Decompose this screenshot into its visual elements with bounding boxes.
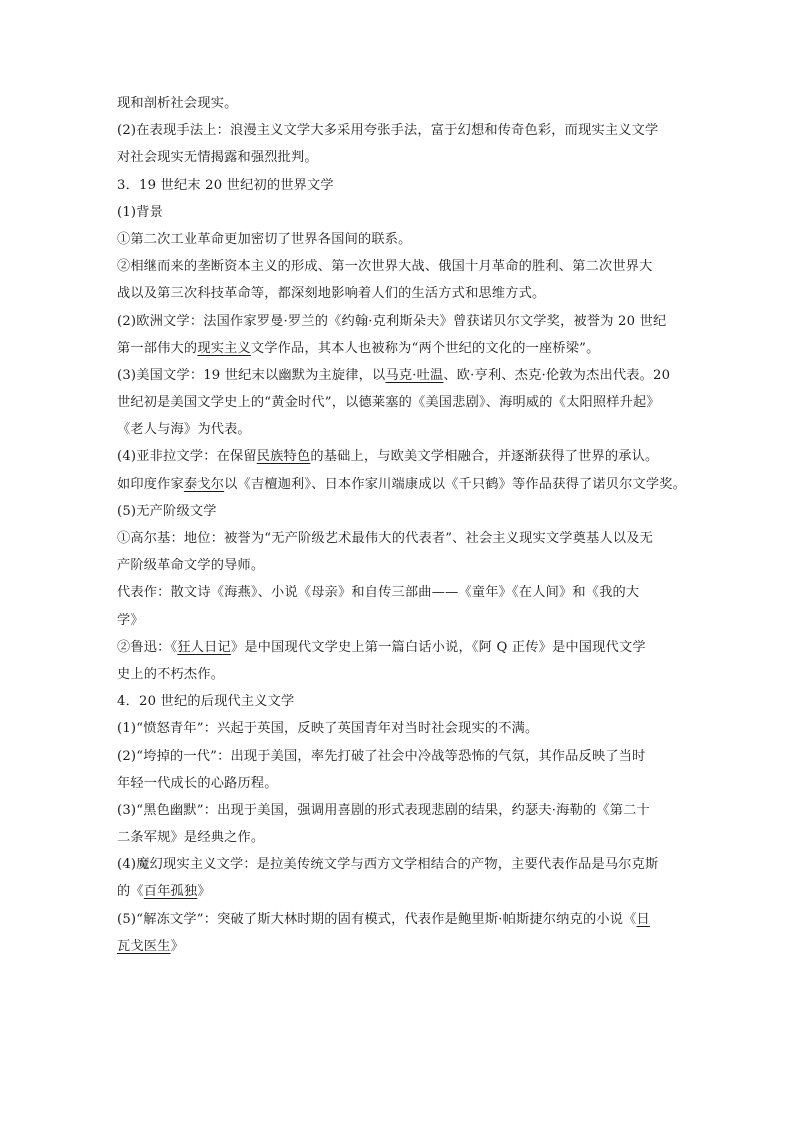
text-line (117, 661, 687, 688)
text-segment: 对社会现实无情揭露和强烈批判。 (117, 150, 318, 166)
text-line (117, 144, 687, 171)
text-line (117, 878, 687, 905)
text-segment: 《老人与海》为代表。 (117, 422, 251, 438)
text-segment: 现实主义 (197, 340, 251, 356)
text-segment: 以《吉檀迦利》、日本作家川端康成以《千只鹤》等作品获得了诺贝尔文学奖。 (224, 476, 687, 492)
text-line (117, 824, 687, 851)
text-line (117, 90, 687, 117)
text-line (117, 362, 687, 389)
text-segment: (4)魔幻现实主义文学：是拉美传统文学与西方文学相结合的产物，主要代表作品是马尔克斯 (117, 857, 659, 873)
text-segment: ②相继而来的垄断资本主义的形成、第一次世界大战、俄国十月革命的胜利、第二次世界大 (117, 259, 653, 275)
text-line (117, 933, 687, 960)
text-segment: (2)在表现手法上：浪漫主义文学大多采用夸张手法，富于幻想和传奇色彩，而现实主义文学 (117, 123, 659, 139)
text-line (117, 308, 687, 335)
text-segment: (3)“黑色幽默”：出现于美国，强调用喜剧的形式表现悲剧的结果，约瑟夫·海勒的《第二十 (117, 802, 650, 818)
text-line (117, 416, 687, 443)
text-segment: 马克·吐温 (385, 367, 444, 383)
text-segment: 战以及第三次科技革命等，都深刻地影响着人们的生活方式和思维方式。 (117, 286, 546, 302)
text-line (117, 172, 687, 199)
text-line (117, 389, 687, 416)
text-segment: 如印度作家 (117, 476, 184, 492)
text-line (117, 715, 687, 742)
text-line (117, 906, 687, 933)
text-segment: 二条军规》是经典之作。 (117, 830, 265, 846)
text-segment: 产阶级革命文学的导师。 (117, 558, 265, 574)
text-segment: 狂人日记 (177, 639, 231, 655)
text-line (117, 471, 687, 498)
text-segment: (2)“垮掉的一代”：出现于美国，率先打破了社会中冷战等恐怖的气氛，其作品反映了当时 (117, 748, 646, 764)
text-line (117, 770, 687, 797)
text-segment: (5)无产阶级文学 (117, 503, 217, 519)
text-segment: 》 (170, 938, 184, 954)
text-segment: 的《 (117, 884, 144, 900)
text-segment: 日 (636, 911, 650, 927)
text-segment: ②鲁迅：《 (117, 639, 178, 655)
text-line (117, 443, 687, 470)
text-line (117, 634, 687, 661)
text-line (117, 117, 687, 144)
text-segment: 世纪初是美国文学史上的“黄金时代”，以德莱塞的《美国悲剧》、海明威的《太阳照样升起》 (117, 395, 660, 411)
text-segment: 、欧·亨利、杰克·伦敦为杰出代表。20 (443, 367, 671, 383)
text-segment: (4)亚非拉文学：在保留 (117, 449, 257, 465)
text-segment: (5)“解冻文学”：突破了斯大林时期的固有模式，代表作是鲍里斯·帕斯捷尔纳克的小说《 (117, 911, 637, 927)
text-line (117, 851, 687, 878)
text-line (117, 199, 687, 226)
text-segment: 第一部伟大的 (117, 340, 198, 356)
text-line (117, 552, 687, 579)
text-segment: (1)“愤怒青年”：兴起于英国，反映了英国青年对当时社会现实的不满。 (117, 721, 539, 737)
text-line (117, 335, 687, 362)
text-segment: 年轻一代成长的心路历程。 (117, 775, 278, 791)
text-line (117, 525, 687, 552)
text-segment: 史上的不朽杰作。 (117, 666, 225, 682)
text-segment: 代表作：散文诗《海燕》、小说《母亲》和自传三部曲——《童年》《在人间》和《我的大 (117, 585, 640, 601)
text-segment: (2)欧洲文学：法国作家罗曼·罗兰的《约翰·克利斯朵夫》曾获诺贝尔文学奖，被誉为 20 世纪 (117, 313, 667, 329)
text-segment: 》 (197, 884, 211, 900)
text-segment: ①高尔基：地位：被誉为“无产阶级艺术最伟大的代表者”、社会主义现实文学奠基人以及无 (117, 531, 653, 546)
text-segment: 泰戈尔 (183, 476, 225, 492)
text-segment: ①第二次工业革命更加密切了世界各国间的联系。 (117, 231, 412, 247)
text-line (117, 607, 687, 634)
text-segment: 民族特色 (256, 449, 311, 465)
text-line (117, 280, 687, 307)
text-segment: 学》 (117, 612, 144, 628)
text-segment: 现和剖析社会现实。 (117, 96, 238, 111)
text-line (117, 743, 687, 770)
text-line (117, 253, 687, 280)
text-segment: (3)美国文学：19 世纪末以幽默为主旋律，以 (117, 367, 386, 383)
text-segment: 瓦戈医生 (117, 938, 171, 954)
document-body (117, 90, 687, 960)
text-line (117, 579, 687, 606)
text-segment: 文学作品，其本人也被称为“两个世纪的文化的一座桥梁”。 (250, 340, 600, 356)
text-line (117, 797, 687, 824)
text-line (117, 688, 687, 715)
text-segment: 3．19 世纪末 20 世纪初的世界文学 (117, 177, 334, 193)
text-line (117, 498, 687, 525)
text-segment: 》是中国现代文学史上第一篇白话小说，《阿 Q 正传》是中国现代文学 (230, 639, 646, 655)
text-segment: 4．20 世纪的后现代主义文学 (117, 694, 295, 710)
text-segment: 的基础上，与欧美文学相融合，并逐渐获得了世界的承认。 (310, 449, 659, 465)
text-segment: 百年孤独 (143, 884, 198, 900)
text-segment: (1)背景 (117, 204, 164, 220)
text-line (117, 226, 687, 253)
